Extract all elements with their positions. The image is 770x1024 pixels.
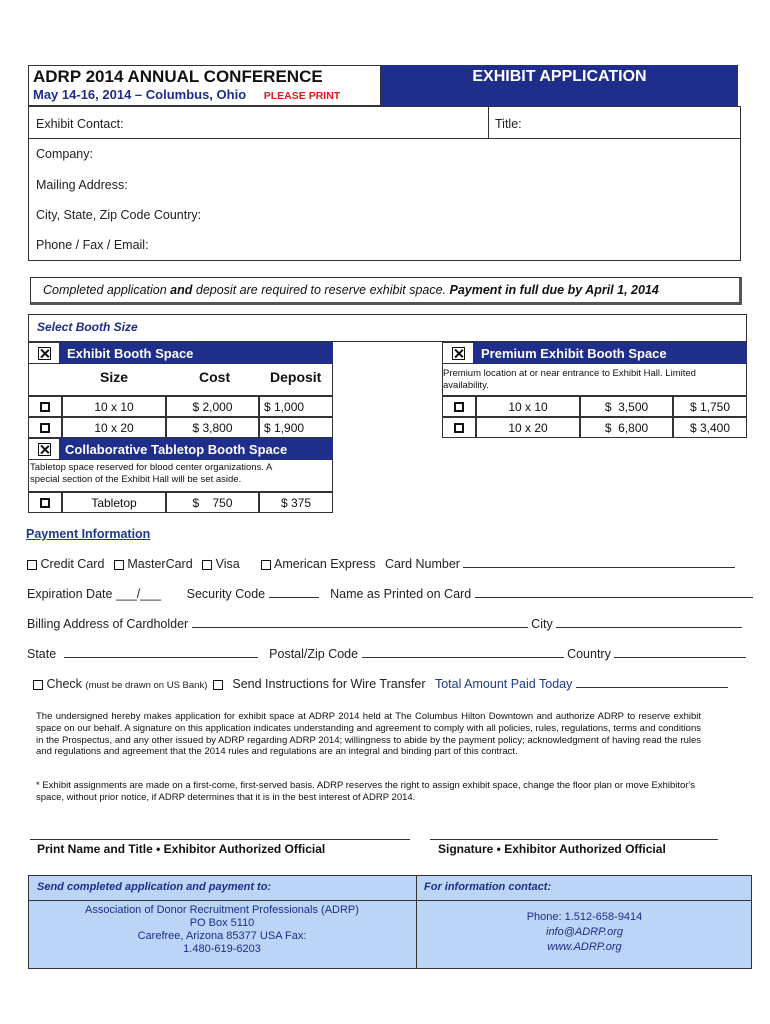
name-on-card-label: Name as Printed on Card (330, 587, 472, 601)
info-heading: For information contact: (424, 881, 552, 893)
conference-subtitle (33, 87, 340, 102)
exhibit-row-2-checkbox[interactable] (28, 417, 62, 438)
contact-phone: Phone: 1.512-658-9414 (526, 911, 643, 923)
phone-fax-email-field[interactable]: Phone / Fax / Email: (36, 238, 149, 252)
print-name-line[interactable] (30, 839, 410, 840)
payment-row-1 (27, 556, 735, 571)
card-number-input[interactable] (463, 556, 735, 568)
mastercard-label: MasterCard (127, 557, 193, 571)
payment-heading: Payment Information (26, 527, 151, 541)
collab-checkbox[interactable] (28, 438, 60, 460)
checkbox-icon (40, 402, 50, 412)
checkbox-icon (454, 423, 464, 433)
print-name-label: Print Name and Title • Exhibitor Authorized Official (37, 842, 326, 856)
col-size: Size (100, 369, 129, 385)
address-line-2: PO Box 5110 (189, 917, 255, 929)
security-code-input[interactable] (269, 586, 319, 598)
collab-title: Collaborative Tabletop Booth Space (65, 441, 288, 457)
mailing-address-block (28, 904, 416, 956)
wire-label: Send Instructions for Wire Transfer (232, 677, 426, 691)
checked-box-icon (38, 443, 51, 456)
premium-row-1-deposit: $ 1,750 (673, 396, 747, 417)
please-print: PLEASE PRINT (263, 90, 341, 102)
check-label: Check (46, 677, 82, 691)
checkbox-icon (40, 498, 50, 508)
card-number-label: Card Number (384, 557, 460, 571)
address-line-3: Carefree, Arizona 85377 USA Fax: (137, 930, 307, 942)
notice-part2: deposit are required to reserve exhibit space. (192, 283, 450, 297)
exhibit-booth-checkbox[interactable] (28, 342, 60, 364)
premium-row-1-cost: $ 3,500 (580, 396, 673, 417)
checked-box-icon (452, 347, 465, 360)
contact-hline (28, 138, 741, 139)
signature-label: Signature • Exhibitor Authorized Official (438, 842, 666, 856)
postal-input[interactable] (362, 646, 564, 658)
premium-row-1-size: 10 x 10 (476, 396, 580, 417)
country-input[interactable] (614, 646, 746, 658)
exhibit-row-1-cost: $ 2,000 (166, 396, 259, 417)
collab-title-bar (60, 438, 333, 460)
total-input[interactable] (576, 676, 728, 688)
mailing-address-field[interactable]: Mailing Address: (36, 178, 128, 192)
collab-description: Tabletop space reserved for blood center organizations. A special section of the Exhibit Hall will be set aside. (30, 462, 272, 485)
exhibit-row-1-deposit: $ 1,000 (259, 396, 333, 417)
title-field[interactable]: Title: (495, 117, 522, 131)
mastercard-checkbox[interactable] (114, 560, 124, 570)
total-label: Total Amount Paid Today (434, 677, 573, 691)
deposit-notice (30, 277, 742, 305)
send-heading: Send completed application and payment to: (37, 881, 272, 893)
contact-website[interactable]: www.ADRP.org (547, 941, 622, 953)
state-label: State (27, 647, 57, 661)
address-line-1: Association of Donor Recruitment Professionals (ADRP) (85, 904, 359, 916)
exhibit-contact-field[interactable]: Exhibit Contact: (36, 117, 124, 131)
exhibit-row-1-checkbox[interactable] (28, 396, 62, 417)
legal-paragraph-2: * Exhibit assignments are made on a first-come, first-served basis. ADRP reserves the right to assign exhibit space, change the floor plan or move Exhibitor's space, without prior notice, if ADRP determines that it is in the best interest of ADRP 2014. (36, 780, 696, 803)
exhibit-row-2-size: 10 x 20 (62, 417, 166, 438)
billing-address-input[interactable] (192, 616, 528, 628)
exhibit-booth-header (28, 342, 333, 364)
amex-label: American Express (274, 557, 376, 571)
premium-row-2-deposit: $ 3,400 (673, 417, 747, 438)
payment-row-4 (27, 646, 746, 661)
exhibit-row-2-deposit: $ 1,900 (259, 417, 333, 438)
payment-row-2 (27, 586, 753, 601)
legal-paragraph-1: The undersigned hereby makes application for exhibit space at ADRP 2014 held at The Columbus Hilton Downtown and authorize ADRP to reserve exhibit space on our behalf. A signature on this application indicates understanding and agreement to comply with all policies, rules, regulations, terms and conditions in the Prospectus, and any other issued by ADRP regarding ADRP 2014; willingness to abide by the payment policy; acknowledgment of having read the rules and regulations and agreement that the 2014 rules and regulations are an integral and binding part of this contract. (36, 711, 701, 758)
visa-label: Visa (215, 557, 240, 571)
notice-part1: Completed application (43, 283, 171, 297)
checkbox-icon (40, 423, 50, 433)
exhibit-booth-title-bar (60, 342, 333, 364)
exhibit-application-banner (381, 65, 738, 106)
billing-address-label: Billing Address of Cardholder (27, 617, 189, 631)
country-label: Country (567, 647, 611, 661)
premium-row-2-checkbox[interactable] (442, 417, 476, 438)
premium-row-1-checkbox[interactable] (442, 396, 476, 417)
premium-title-bar (474, 342, 747, 364)
postal-label: Postal/Zip Code (269, 647, 359, 661)
check-note: (must be drawn on US Bank) (85, 680, 208, 691)
tabletop-size: Tabletop (62, 492, 166, 513)
select-booth-label: Select Booth Size (37, 320, 138, 334)
visa-checkbox[interactable] (202, 560, 212, 570)
checked-box-icon (38, 347, 51, 360)
premium-row-2-size: 10 x 20 (476, 417, 580, 438)
exhibit-row-2-cost: $ 3,800 (166, 417, 259, 438)
premium-description: Premium location at or near entrance to Exhibit Hall. Limited availability. (443, 368, 696, 391)
credit-card-label: Credit Card (40, 557, 105, 571)
contact-divider (488, 106, 489, 138)
city-input[interactable] (556, 616, 742, 628)
name-on-card-input[interactable] (475, 586, 753, 598)
city-state-zip-field[interactable]: City, State, Zip Code Country: (36, 208, 202, 222)
signature-line[interactable] (430, 839, 718, 840)
col-deposit: Deposit (270, 369, 322, 385)
premium-row-2-cost: $ 6,800 (580, 417, 673, 438)
address-line-4: 1.480-619-6203 (183, 943, 261, 955)
expiration-label: Expiration Date (27, 587, 113, 601)
notice-due-date: Payment in full due by April 1, 2014 (449, 283, 659, 297)
premium-title: Premium Exhibit Booth Space (481, 345, 667, 361)
exhibit-booth-title: Exhibit Booth Space (67, 345, 194, 361)
expiration-input[interactable]: ___/___ (115, 587, 162, 601)
wire-checkbox[interactable] (213, 680, 223, 690)
checkbox-icon (454, 402, 464, 412)
tabletop-checkbox[interactable] (28, 492, 62, 513)
city-label: City (531, 617, 553, 631)
credit-card-checkbox[interactable] (27, 560, 37, 570)
application-title: EXHIBIT APPLICATION (472, 68, 647, 85)
contact-info-block (417, 910, 752, 955)
footer-hline (28, 900, 752, 901)
tabletop-deposit: $ 375 (259, 492, 333, 513)
company-field[interactable]: Company: (36, 147, 93, 161)
payment-row-5 (33, 676, 728, 691)
payment-row-3 (27, 616, 742, 631)
contact-email[interactable]: info@ADRP.org (546, 926, 623, 938)
check-checkbox[interactable] (33, 680, 43, 690)
amex-checkbox[interactable] (261, 560, 271, 570)
conference-dates: May 14-16, 2014 – Columbus, Ohio (33, 87, 247, 102)
col-cost: Cost (199, 369, 231, 385)
tabletop-cost: $ 750 (166, 492, 259, 513)
notice-and: and (170, 283, 193, 297)
conference-title: ADRP 2014 ANNUAL CONFERENCE (33, 67, 323, 86)
collab-header (28, 438, 333, 460)
security-code-label: Security Code (186, 587, 266, 601)
state-input[interactable] (64, 646, 258, 658)
premium-checkbox[interactable] (442, 342, 474, 364)
exhibit-row-1-size: 10 x 10 (62, 396, 166, 417)
premium-header (442, 342, 747, 364)
